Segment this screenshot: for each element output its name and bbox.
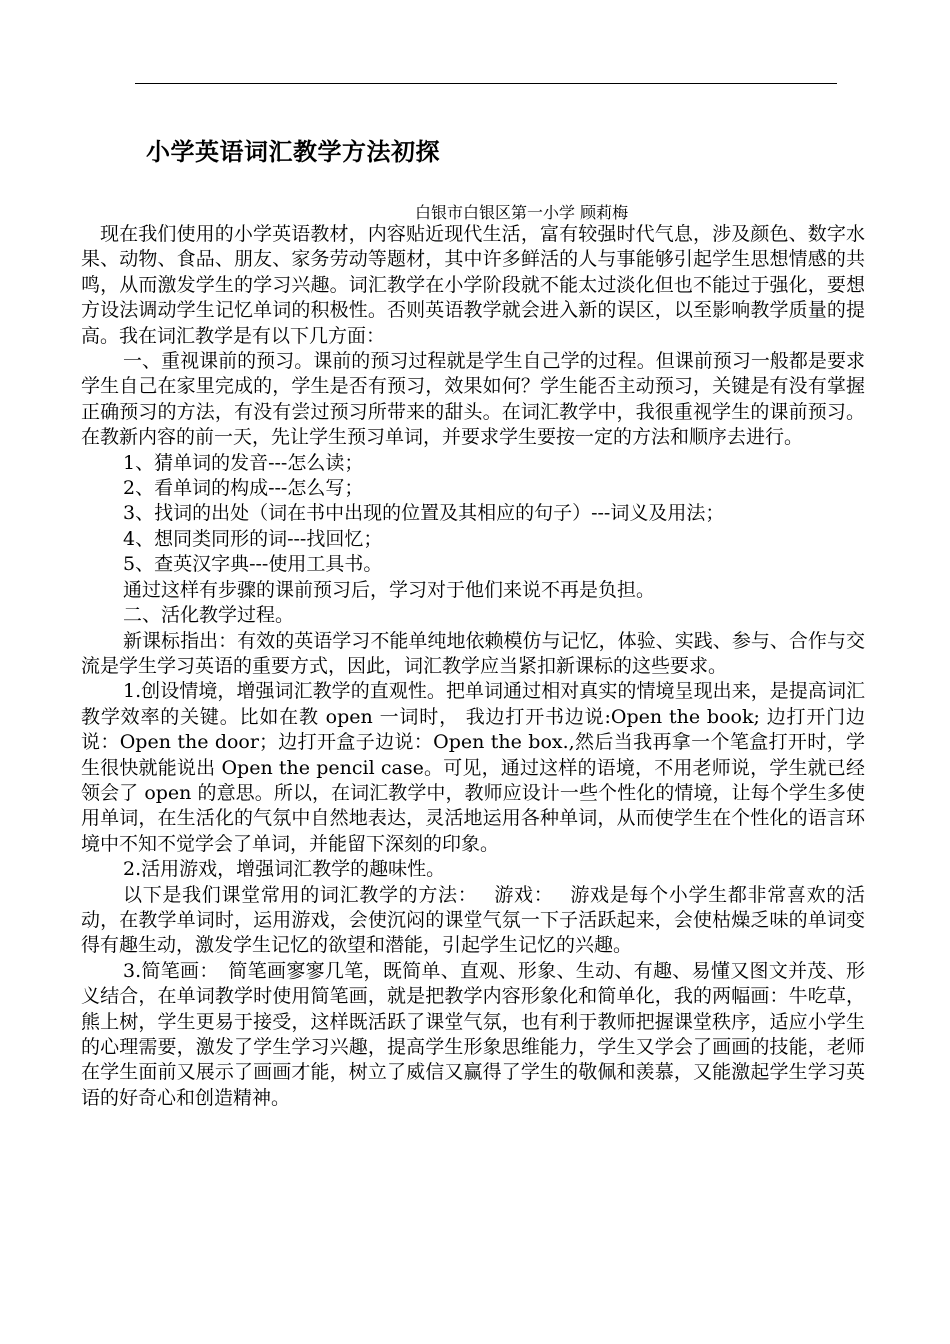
curriculum-paragraph: 新课标指出：有效的英语学习不能单纯地依赖模仿与记忆，体验、实践、参与、合作与交流是学生学习英语的重要方式，因此，词汇教学应当紧扣新课标的这些要求。 bbox=[81, 629, 865, 677]
list-item-4: 4、想同类同形的词---找回忆； bbox=[123, 527, 383, 550]
header-rule bbox=[135, 83, 837, 84]
section-one-paragraph: 一、重视课前的预习。课前的预习过程就是学生自己学的过程。但课前预习一般都是要求学生自己在家里完成的，学生是否有预习，效果如何？学生能否主动预习，关键是有没有掌握正确预习的方法，有没有尝过预习所带来的甜头。在词汇教学中，我很重视学生的课前预习。在教新内容的前一天，先让学生预习单词，并要求学生要按一定的方法和顺序去进行。 bbox=[81, 350, 865, 449]
document-title: 小学英语词汇教学方法初探 bbox=[146, 137, 440, 166]
sketch-paragraph: 3.简笔画： 简笔画寥寥几笔，既简单、直观、形象、生动、有趣、易懂又图文并茂、形义结合，在单词教学时使用简笔画，就是把教学内容形象化和简单化，我的两幅画：牛吃草，熊上树，学生更易于接受，这样既活跃了课堂气氛，也有利于教师把握课堂秩序，适应小学生的心理需要，激发了学生学习兴趣，提高学生形象思维能力，学生又学会了画画的技能，老师在学生面前又展示了画画才能，树立了威信又赢得了学生的敬佩和羡慕，又能激起学生学习英语的好奇心和创造精神。 bbox=[81, 959, 865, 1109]
list-item-1: 1、猜单词的发音---怎么读； bbox=[123, 451, 364, 474]
list-item-3: 3、找词的出处（词在书中出现的位置及其相应的句子）---词义及用法； bbox=[123, 502, 725, 525]
intro-paragraph: 现在我们使用的小学英语教材，内容贴近现代生活，富有较强时代气息，涉及颜色、数字水果、动物、食品、朋友、家务劳动等题材，其中许多鲜活的人与事能够引起学生思想情感的共鸣，从而激发学生的学习兴趣。词汇教学在小学阶段就不能太过淡化但也不能过于强化，要想方设法调动学生记忆单词的积极性。否则英语教学就会进入新的误区，以至影响教学质量的提高。我在词汇教学是有以下几方面： bbox=[81, 223, 865, 347]
list-item-5: 5、查英汉字典---使用工具书。 bbox=[123, 553, 383, 576]
summary-paragraph: 通过这样有步骤的课前预习后，学习对于他们来说不再是负担。 bbox=[123, 578, 656, 601]
games-paragraph: 以下是我们课堂常用的词汇教学的方法： 游戏： 游戏是每个小学生都非常喜欢的活动，在教学单词时，运用游戏，会使沉闷的课堂气氛一下子活跃起来，会使枯燥乏味的单词变得有趣生动，激发学生记忆的欲望和潜能，引起学生记忆的兴趣。 bbox=[81, 883, 865, 957]
method-2-heading: 2.活用游戏，增强词汇教学的趣味性。 bbox=[123, 858, 446, 881]
section-two-heading: 二、活化教学过程。 bbox=[123, 604, 295, 627]
author-line: 白银市白银区第一小学 顾莉梅 bbox=[415, 203, 629, 222]
method-1-paragraph: 1.创设情境，增强词汇教学的直观性。把单词通过相对真实的情境呈现出来，是提高词汇教学效率的关键。比如在教 open 一词时， 我边打开书边说:Open the book; 边打开门边说：Open the door；边打开盒子边说：Open the box.,然后当我再拿一个笔盒打开时，学生很快就能说出 Open the pencil case。可见，通过这样的语境，不用老师说，学生就已经领会了 open 的意思。所以，在词汇教学中，教师应设计一些个性化的情境，让每个学生多使用单词，在生活化的气氛中自然地表达，灵活地运用各种单词，从而使学生在个性化的语言环境中不知不觉学会了单词，并能留下深刻的印象。 bbox=[81, 680, 865, 855]
list-item-2: 2、看单词的构成---怎么写； bbox=[123, 477, 364, 500]
document-body bbox=[81, 222, 865, 1111]
